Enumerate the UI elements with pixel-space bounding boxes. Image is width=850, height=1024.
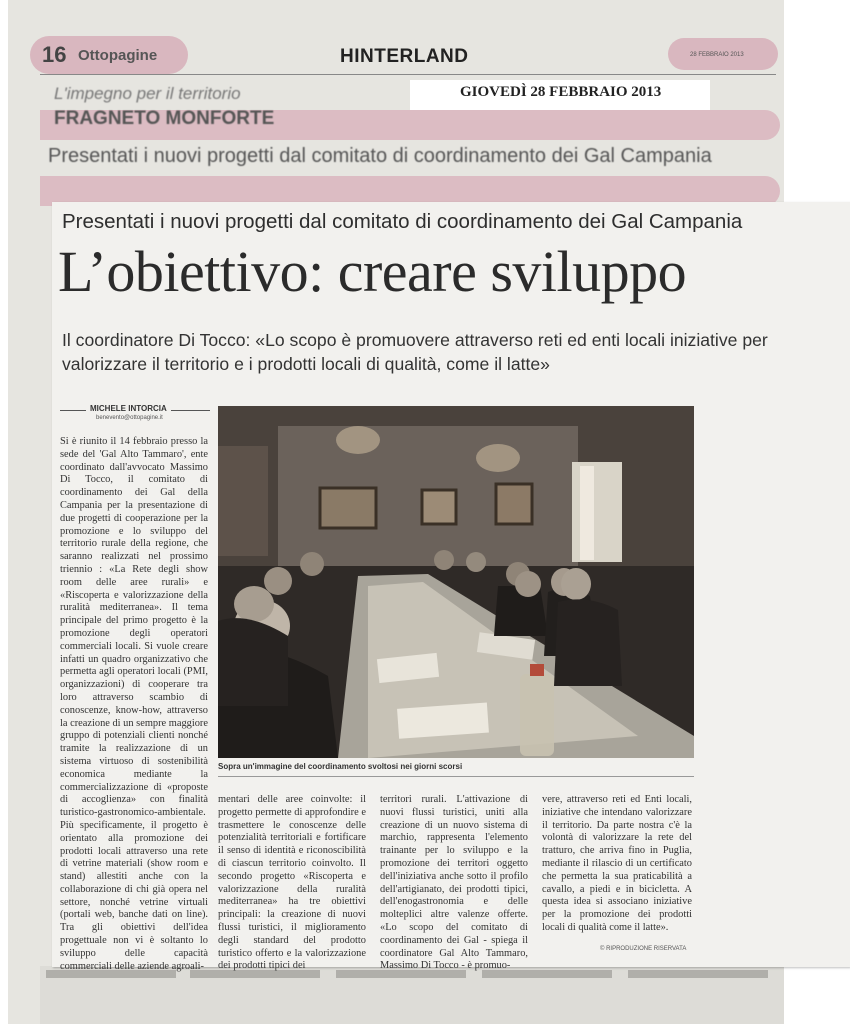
article-column-1: Si è riunito il 14 febbraio presso la sede del 'Gal Alto Tammaro', ente coordinato dall'avvocato Massimo Di Tocco, il comitato di coordinamento dei Gal della Campania per la presentazione di due progetti di cooperazione per la promozione e lo sviluppo del territorio rurale della regione, che saranno realizzati nel prossimo triennio : «La Rete degli show room delle aree rurali» e «Riscoperta e valorizzazione della ruralità mediterranea». Il tema principale del primo progetto è la promozione degli operatori commerciali locali. Si vuole creare infatti un quadro organizzativo che permetta agli operatori locali (PMI, organizzazioni) di cooperare tra loro attraverso scambio di conoscenze, know-how, attraverso la creazione di un sempre maggiore gruppo di potenziali clienti nonché tramite la realizzazione di un sistema virtuoso di sostenibilità economica mediante la commercializzazione di «proposte di accoglienza» con finalità turistico-gastronomico-ambientale. Più specificamente, il progetto è orientato alla promozione dei prodotti locali attraverso una rete di vetrine materiali (show room e stand) allestiti anche con la collaborazione di chi già opera nel settore, nonché vetrine virtuali (portali web, banche dati on line). Tra gli obiettivi dell'idea progettuale non vi è soltanto lo sviluppo delle capacità commerciali delle aziende agroali- bbox=[60, 436, 209, 972]
page-number: 16 bbox=[42, 42, 67, 67]
kicker-text: L'impegno per il territorio bbox=[54, 84, 241, 103]
article-column-3: territori rurali. L'attivazione di nuovi flussi turistici, uniti alla creazione di un nuovo sistema di marchio, rappresenta l'elemento trainante per lo sviluppo e la promozione dei territori oggetto dell'iniziativa anche sotto il profilo dell'artigianato, dei prodotti tipici, dell'enogastronomia e delle molteplici altre valenze offerte. «Lo scopo del comitato di coordinamento dei Gal - spiega il coordinatore Gal Alto Tammaro, Massimo Di Tocco - è promuo- bbox=[380, 794, 528, 972]
back-subtitle: Presentati i nuovi progetti dal comitato di coordinamento dei Gal Campania bbox=[48, 145, 712, 167]
author-email: benevento@ottopagine.it bbox=[96, 415, 163, 421]
article-column-2: mentari delle aree coinvolte: il progetto permette di approfondire e trasmettere le conoscenze delle potenzialità territoriali e fortificare il senso di identità e riconoscibilità di ciascun territorio coinvolto. Il secondo progetto «Riscoperta e valorizzazione della ruralità mediterranea» ha tre obiettivi principali: la creazione di nuovi flussi turistici, il miglioramento degli standard del prodotto turistico offerto e la valorizzazione dei prodotti tipici dei bbox=[218, 794, 366, 972]
article-lead: Il coordinatore Di Tocco: «Lo scopo è promuovere attraverso reti ed enti locali iniziative per valorizzare il territorio e i prodotti locali di qualità, come il latte» bbox=[62, 330, 768, 374]
caption-rule bbox=[218, 776, 694, 777]
header-small-date: 28 FEBBRAIO 2013 bbox=[690, 52, 744, 58]
newspaper-brand: Ottopagine bbox=[78, 47, 158, 64]
author-name: MICHELE INTORCIA bbox=[86, 404, 171, 413]
issue-date: GIOVEDÌ 28 FEBBRAIO 2013 bbox=[460, 84, 662, 100]
town-name: FRAGNETO MONFORTE bbox=[54, 108, 275, 129]
article-photo bbox=[218, 406, 694, 758]
copyright-notice: © RIPRODUZIONE RISERVATA bbox=[600, 946, 687, 952]
meeting-room-illustration bbox=[218, 406, 694, 758]
section-name: HINTERLAND bbox=[340, 46, 469, 67]
back-text-line bbox=[628, 970, 768, 978]
article-subtitle: Presentati i nuovi progetti dal comitato di coordinamento dei Gal Campania bbox=[62, 210, 743, 233]
photo-caption: Sopra un'immagine del coordinamento svoltosi nei giorni scorsi bbox=[218, 762, 463, 771]
article-column-4: vere, attraverso reti ed Enti locali, iniziative che intendano valorizzare il territorio. Da parte nostra c'è la volontà di valorizzare la rete del tratturo, che arriva fino in Puglia, mediante il rilascio di un certificato che permetta la sua praticabilità a cavallo, a piedi e in bicicletta. A questa idea si associano iniziative per la promozione dei prodotti locali di qualità come il latte». bbox=[542, 794, 692, 933]
article-headline: L’obiettivo: creare sviluppo bbox=[58, 239, 687, 304]
